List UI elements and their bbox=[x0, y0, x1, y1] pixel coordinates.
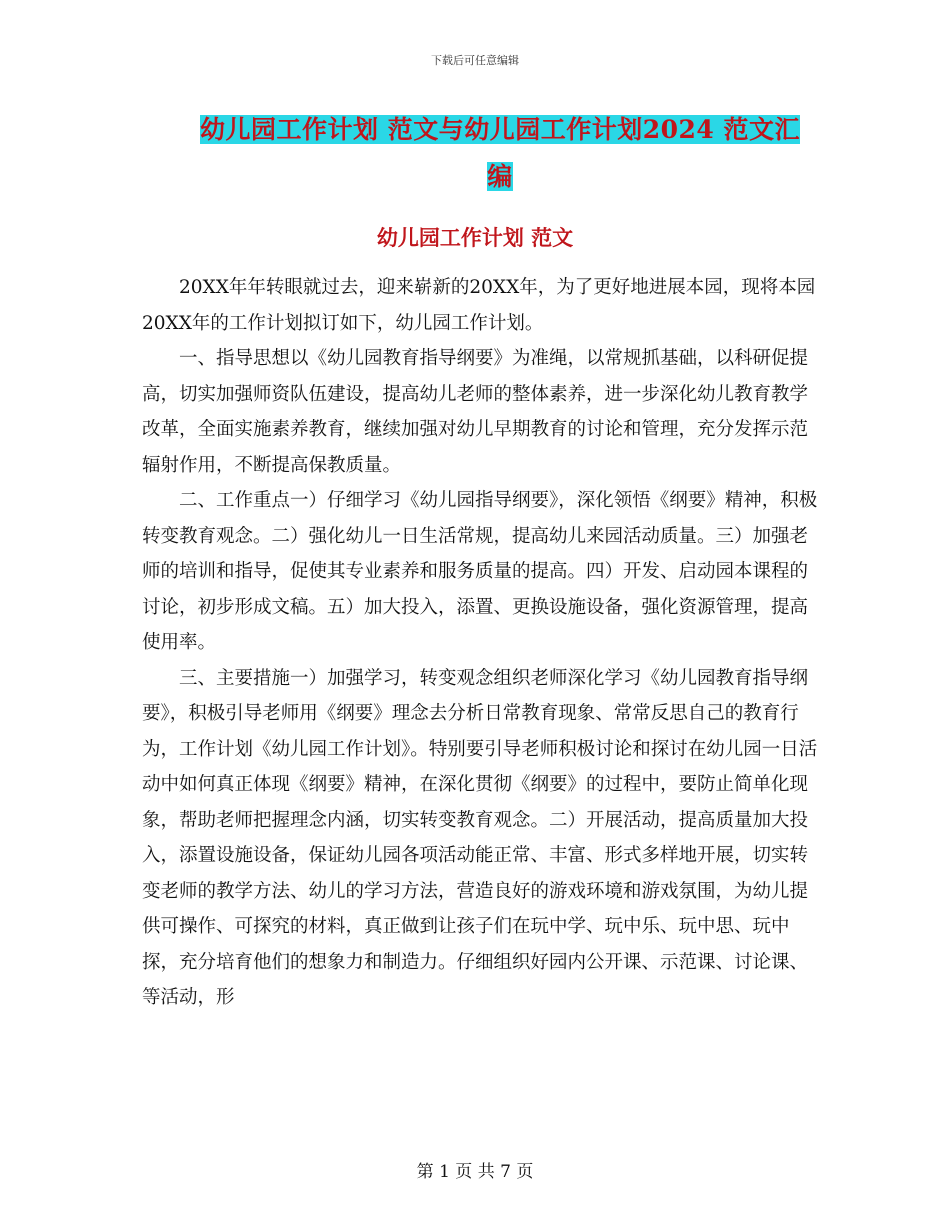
paragraph-work-focus: 二、工作重点一）仔细学习《幼儿园指导纲要》，深化领悟《纲要》精神，积极转变教育观念。二）强化幼儿一日生活常规，提高幼儿来园活动质量。三）加强老师的培训和指导，促使其专业素养和服务质量的提高。四）开发、启动园本课程的讨论，初步形成文稿。五）加大投入，添置、更换设施设备，强化资源管理，提高使用率。 bbox=[142, 490, 818, 653]
page-footer: 第 1 页 共 7 页 bbox=[416, 1162, 534, 1182]
title-line-1: 幼儿园工作计划 范文与幼儿园工作计划2024 范文汇 bbox=[200, 115, 800, 144]
paragraph-intro: 20XX年年转眼就过去，迎来崭新的20XX年，为了更好地进展本园，现将本园20XX年的工作计划拟订如下，幼儿园工作计划。 bbox=[142, 277, 816, 334]
section-subtitle: 幼儿园工作计划 范文 bbox=[376, 225, 574, 250]
title-line-2: 编 bbox=[487, 162, 513, 191]
paragraph-main-measures: 三、主要措施一）加强学习，转变观念组织老师深化学习《幼儿园教育指导纲要》，积极引导老师用《纲要》理念去分析日常教育现象、常常反思自己的教育行为，工作计划《幼儿园工作计划》。特别要引导老师积极讨论和探讨在幼儿园一日活动中如何真正体现《纲要》精神，在深化贯彻《纲要》的过程中，要防止简单化现象，帮助老师把握理念内涵，切实转变教育观念。二）开展活动，提高质量加大投入，添置设施设备，保证幼儿园各项活动能正常、丰富、形式多样地开展，切实转变老师的教学方法、幼儿的学习方法，营造良好的游戏环境和游戏氛围，为幼儿提供可操作、可探究的材料，真正做到让孩子们在玩中学、玩中乐、玩中思、玩中探，充分培育他们的想象力和制造力。仔细组织好园内公开课、示范课、讨论课、等活动，形 bbox=[142, 667, 818, 1008]
paragraph-guiding-principle: 一、指导思想以《幼儿园教育指导纲要》为准绳，以常规抓基础，以科研促提高，切实加强师资队伍建设，提高幼儿老师的整体素养，进一步深化幼儿教育教学改革，全面实施素养教育，继续加强对幼儿早期教育的讨论和管理，充分发挥示范辐射作用，不断提高保教质量。 bbox=[142, 348, 809, 476]
body-text bbox=[142, 270, 822, 1016]
document-title bbox=[150, 108, 850, 202]
header-note: 下载后可任意编辑 bbox=[431, 54, 519, 67]
